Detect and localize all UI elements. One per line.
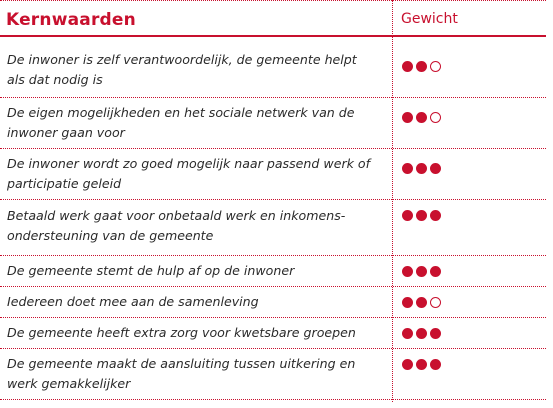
filled-dot-icon (416, 359, 427, 370)
empty-dot-icon (430, 112, 441, 123)
filled-dot-icon (416, 266, 427, 277)
weight-rating (402, 210, 441, 221)
weight-rating (402, 61, 441, 72)
filled-dot-icon (430, 328, 441, 339)
filled-dot-icon (402, 266, 413, 277)
weight-rating (402, 297, 441, 308)
weight-rating (402, 266, 441, 277)
table-row (0, 200, 546, 256)
column-divider (392, 0, 393, 402)
filled-dot-icon (430, 210, 441, 221)
filled-dot-icon (402, 297, 413, 308)
header-core-values: Kernwaarden (6, 10, 136, 30)
core-value-text: De gemeente heeft extra zorg voor kwetsbare groepen (7, 325, 356, 340)
core-value-text: De gemeente stemt de hulp af op de inwoner (7, 263, 295, 278)
filled-dot-icon (430, 359, 441, 370)
empty-dot-icon (430, 61, 441, 72)
table-row (0, 98, 546, 149)
core-value-text: Iedereen doet mee aan de samenleving (7, 294, 259, 309)
filled-dot-icon (402, 359, 413, 370)
weight-rating (402, 112, 441, 123)
weight-rating (402, 359, 441, 370)
filled-dot-icon (416, 163, 427, 174)
filled-dot-icon (402, 112, 413, 123)
filled-dot-icon (402, 61, 413, 72)
table-row (0, 37, 546, 98)
filled-dot-icon (402, 210, 413, 221)
filled-dot-icon (402, 328, 413, 339)
table-header (0, 0, 546, 37)
filled-dot-icon (402, 163, 413, 174)
empty-dot-icon (430, 297, 441, 308)
weight-rating (402, 163, 441, 174)
core-value-text: De inwoner is zelf verantwoordelijk, de gemeente helpt als dat nodig is (7, 52, 357, 87)
table-row (0, 149, 546, 200)
filled-dot-icon (416, 210, 427, 221)
weight-rating (402, 328, 441, 339)
core-value-text: De gemeente maakt de aansluiting tussen uitkering en werk gemakkelijker (7, 356, 356, 391)
core-value-text: De eigen mogelijkheden en het sociale netwerk van de inwoner gaan voor (7, 105, 355, 140)
filled-dot-icon (416, 297, 427, 308)
filled-dot-icon (430, 266, 441, 277)
table-row (0, 287, 546, 318)
core-value-text: De inwoner wordt zo goed mogelijk naar passend werk of participatie geleid (7, 156, 371, 191)
filled-dot-icon (430, 163, 441, 174)
table-row (0, 349, 546, 400)
filled-dot-icon (416, 328, 427, 339)
table-row (0, 318, 546, 349)
core-value-text: Betaald werk gaat voor onbetaald werk en inkomens- ondersteuning van de gemeente (7, 208, 346, 243)
table-row (0, 256, 546, 287)
filled-dot-icon (416, 112, 427, 123)
filled-dot-icon (416, 61, 427, 72)
header-weight: Gewicht (401, 11, 458, 27)
